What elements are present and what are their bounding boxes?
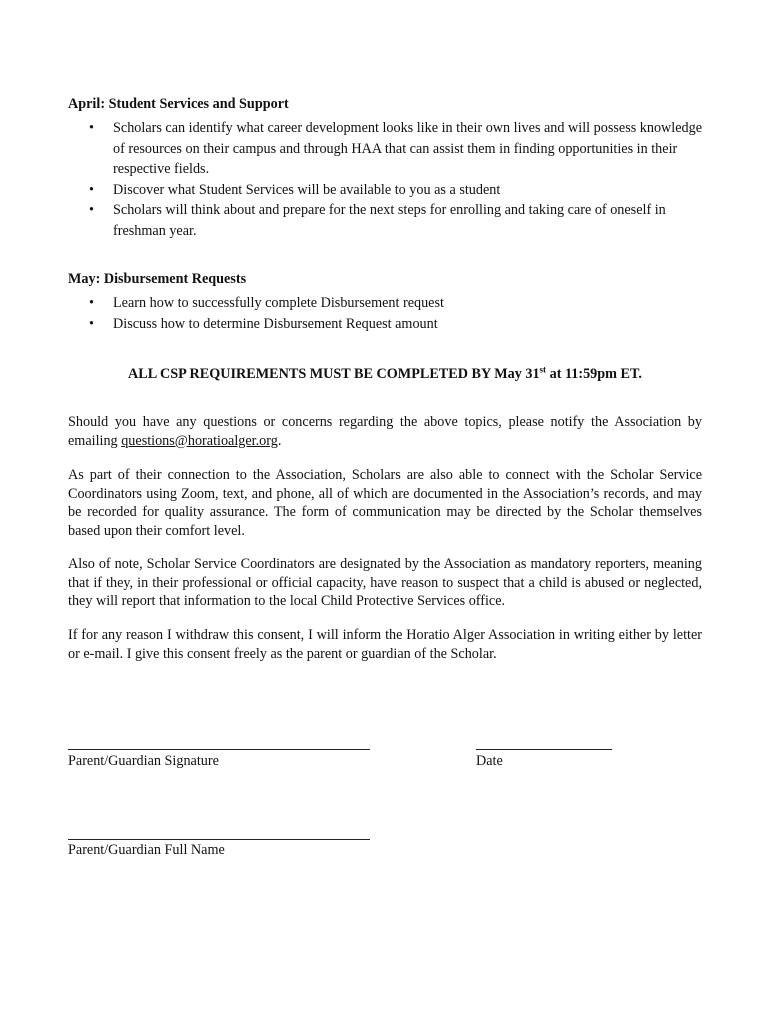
email-link[interactable]: questions@horatioalger.org <box>121 432 278 449</box>
may-section-title: May: Disbursement Requests <box>68 271 247 287</box>
requirement-deadline: at 11:59pm ET. <box>546 366 642 382</box>
requirement-superscript: st <box>539 364 547 375</box>
list-item: • Scholars can identify what career development looks like in their own lives and will possess knowledge of resources on their campus and through HAA that can assist them in finding opportunities in their respective fields. <box>68 118 708 180</box>
requirement-notice <box>0 364 770 385</box>
date-label: Date <box>476 753 503 769</box>
date-line[interactable] <box>476 749 612 750</box>
questions-paragraph <box>68 413 702 450</box>
may-bullet-list <box>68 293 708 334</box>
list-item: • Learn how to successfully complete Disbursement request <box>68 293 708 314</box>
requirement-text: ALL CSP REQUIREMENTS MUST BE COMPLETED BY May 31 <box>128 366 540 382</box>
april-bullet-list <box>68 118 708 241</box>
connection-paragraph: As part of their connection to the Association, Scholars are also able to connect with the Scholar Service Coordinators using Zoom, text, and phone, all of which are documented in the Association’s records, and may be recorded for quality assurance. The form of communication may be directed by the Scholar themselves based upon their comfort level. <box>68 467 702 539</box>
signature-line[interactable] <box>68 749 370 750</box>
april-section-title: April: Student Services and Support <box>68 96 289 112</box>
questions-end: . <box>277 432 282 449</box>
list-item: • Discover what Student Services will be available to you as a student <box>68 180 708 201</box>
list-item: • Discuss how to determine Disbursement Request amount <box>68 314 708 335</box>
questions-text: Should you have any questions or concerns regarding the above topics, please notify the Association by emailing <box>68 414 702 449</box>
list-item: • Scholars will think about and prepare for the next steps for enrolling and taking care of oneself in freshman year. <box>68 200 708 241</box>
signature-label: Parent/Guardian Signature <box>68 753 219 769</box>
consent-paragraph: If for any reason I withdraw this consent, I will inform the Horatio Alger Association in writing either by letter or e-mail. I give this consent freely as the parent or guardian of the Scholar. <box>68 627 702 662</box>
reporters-paragraph: Also of note, Scholar Service Coordinators are designated by the Association as mandatory reporters, meaning that if they, in their professional or official capacity, have reason to suspect that a child is abused or neglected, they will report that information to the local Child Protective Services office. <box>68 556 702 609</box>
full-name-label: Parent/Guardian Full Name <box>68 842 225 858</box>
